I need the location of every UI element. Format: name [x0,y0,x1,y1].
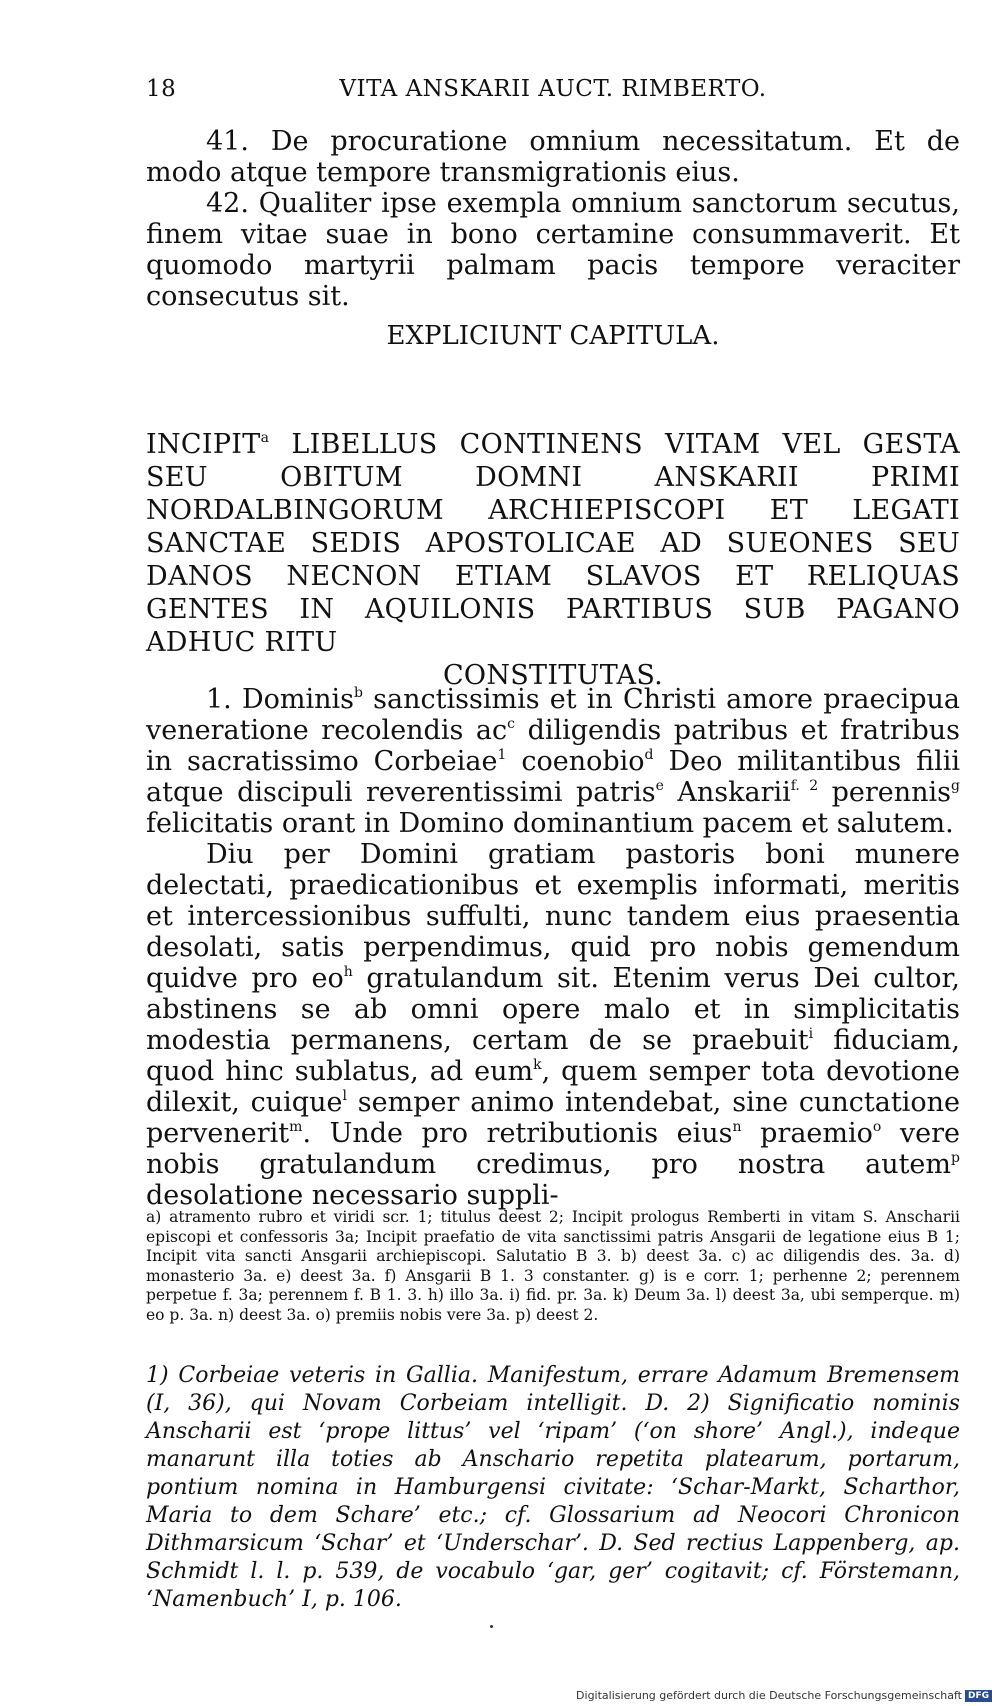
footnote-mark: h [343,964,353,980]
page-header [146,76,960,110]
text-run: Diu per Domini gratiam pastoris boni munere delectati, praedicationibus et exemplis informati, meritis et intercessionibus suffulti, nunc tandem eius praesentia desolati, satis perpendimus, quid pro nobis gemendum quidve pro eo [146,839,960,994]
incipit-word: INCIPIT [146,429,261,460]
footnote-mark: o [872,1119,882,1135]
explicit-heading: EXPLICIUNT CAPITULA. [386,321,720,351]
paragraph-2 [146,839,960,1211]
text-run: , quem semper tota devotione dilexit, cuique [146,1056,960,1118]
text-run: praemio [741,1118,873,1149]
page-mark [490,1625,493,1628]
incipit-body: LIBELLUS CONTINENS VITAM VEL GESTA SEU OBITUM DOMNI ANSKARII PRIMI NORDALBINGORUM ARCHIEPISCOPI ET LEGATI SANCTAE SEDIS APOSTOLICAE AD SUEONES SEU DANOS NECNON ETIAM SLAVOS ET RELIQUAS GENTES IN AQUILONIS PARTIBUS SUB PAGANO ADHUC RITU [146,429,960,658]
text-run: semper animo intendebat, sine cunctatione pervenerit [146,1087,960,1149]
footnote-mark: i [808,1026,814,1042]
footnote-mark: b [354,685,363,701]
incipit-last-line: CONSTITUTAS. [442,660,664,691]
text-run: 1. Dominis [206,684,354,715]
footnote-mark: f. 2 [790,778,819,794]
footnote-mark: g [951,778,960,794]
footnote-mark: l [342,1088,347,1104]
chapter-42: 42. Qualiter ipse exempla omnium sanctorum secutus, finem vitae suae in bono certamine consummaverit. Et quomodo martyrii palmam pacis tempore veraciter consecutus sit. [146,188,960,312]
footnote-mark: e [655,778,664,794]
footnote-mark: d [644,747,654,763]
dfg-logo-icon: DFG [965,1690,992,1702]
text-run: . Unde pro retributionis eius [302,1118,733,1149]
footnote-mark: p [951,1150,960,1166]
chapter-list [146,126,960,312]
chapter-41: 41. De procuratione omnium necessitatum. Et de modo atque tempore transmigrationis eius. [146,126,960,188]
text-run: felicitatis orant in Domino dominantium pacem et salutem. [146,808,954,839]
text-run: diligendis patribus et fratribus in sacratissimo Corbeiae [146,715,961,777]
footnote-mark: n [732,1119,742,1135]
text-run: sanctissimis et in Christi amore praecipua veneratione recolendis ac [146,684,960,746]
text-run: perennis [818,777,952,808]
critical-apparatus: a) atramento rubro et viridi scr. 1; titulus deest 2; Incipit prologus Remberti in vitam S. Anscharii episcopi et confessoris 3a; Incipit praefatio de vita sanctissimi patris Ansgarii de legatione eius B 1; Incipit vita sancti Ansgarii archiepiscopi. Salutatio B 3. b) deest 3a. c) ac diligendis des. 3a. d) monasterio 3a. e) deest 3a. f) Ansgarii B 1. 3 constanter. g) is e corr. 1; perhenne 2; perennem perpetue f. 3a; perennem f. B 1. 3. h) illo 3a. i) fid. pr. 3a. k) Deum 3a. l) deest 3a, ubi semperque. m) eo p. 3a. n) deest 3a. o) premiis nobis vere 3a. p) deest 2. [146,1208,960,1324]
text-run: desolatione necessario suppli- [146,1180,559,1211]
text-run: coenobio [506,746,645,777]
running-title: VITA ANSKARII AUCT. RIMBERTO. [339,76,767,102]
text-run: Anskarii [663,777,791,808]
footer-text: Digitalisierung gefördert durch die Deutsche Forschungsgemeinschaft [576,1689,962,1702]
text-run: fiduciam, quod hinc sublatus, ad eum [146,1025,960,1087]
footnote-mark: m [289,1119,303,1135]
incipit-title [146,428,960,692]
digitization-footer [576,1689,992,1702]
footnote-mark: c [507,716,515,732]
text-run: gratulandum sit. Etenim verus Dei cultor, abstinens se ab omni opere malo et in simplicitatis modestia permanens, certam de se praebuit [146,963,960,1056]
text-run: vere nobis gratulandum credimus, pro nostra autem [146,1118,961,1180]
footnote-mark: k [533,1057,542,1073]
text-run: Deo militantibus filii atque discipuli reverentissimi patris [146,746,960,808]
paragraph-1 [146,684,960,839]
commentary-notes: 1) Corbeiae veteris in Gallia. Manifestum, errare Adamum Bremensem (I, 36), qui Novam Corbeiam intelligit. D. 2) Significatio nominis Anscharii est ‘prope littus’ vel ‘ripam’ (‘on shore’ Angl.), indeque manarunt illa toties ab Anschario repetita platearum, portarum, pontium nomina in Hamburgensi civitate: ‘Schar-Markt, Scharthor, Maria to dem Schare’ etc.; cf. Glossarium ad Neocori Chronicon Dithmarsicum ‘Schar’ et ‘Underschar’. D. Sed rectius Lappenberg, ap. Schmidt l. l. p. 539, de vocabulo ‘gar, ger’ cogitavit; cf. Förstemann, ‘Namenbuch’ I, p. 106. [146,1363,960,1612]
main-text [146,684,960,1211]
page-number: 18 [146,76,177,102]
footnote-mark: a [260,430,270,446]
footnote-mark: 1 [497,747,507,763]
